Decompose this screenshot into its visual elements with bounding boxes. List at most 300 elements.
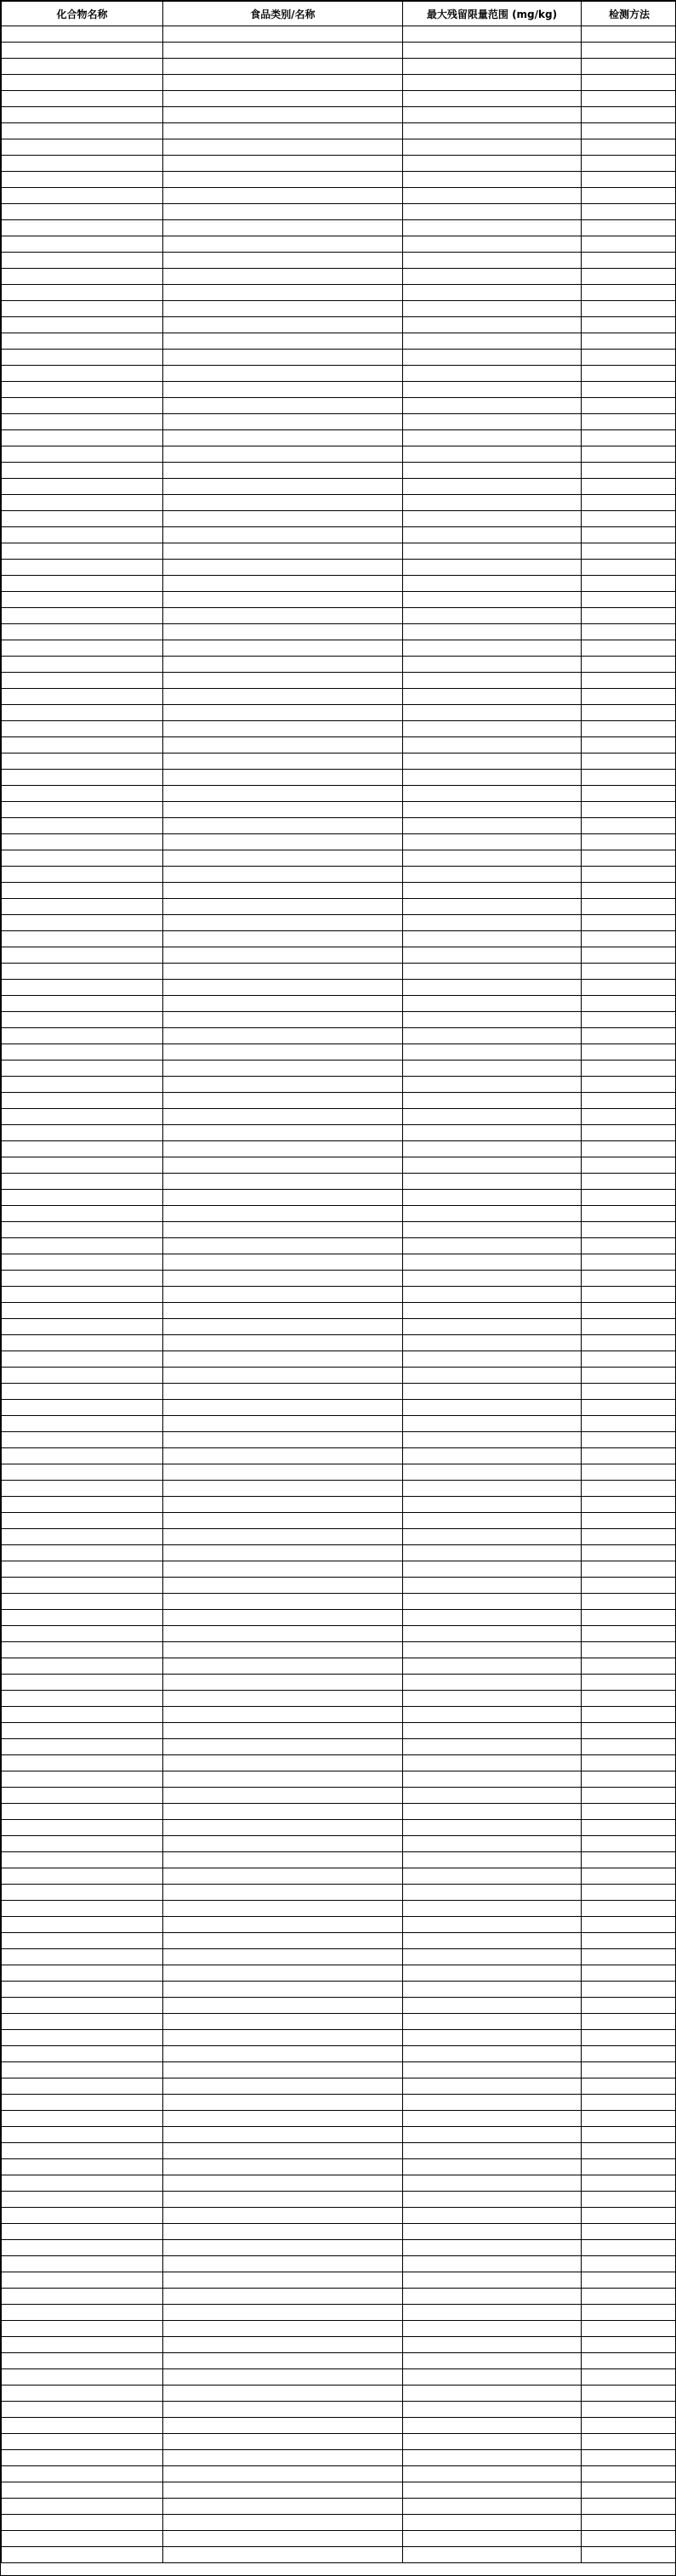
cell-compound: [2, 1658, 163, 1675]
header-max-residue-limit-range: 最大残留限量范围 (mg/kg): [403, 2, 582, 26]
table-row: [2, 2127, 676, 2143]
table-row: [2, 479, 676, 495]
cell-limit: [403, 1998, 582, 2014]
cell-method: [582, 560, 676, 576]
cell-limit: [403, 2014, 582, 2030]
cell-limit: [403, 1351, 582, 1368]
cell-food-category: [163, 786, 403, 802]
cell-limit: [403, 1739, 582, 1755]
cell-limit: [403, 317, 582, 333]
cell-food-category: [163, 1755, 403, 1771]
cell-limit: [403, 592, 582, 608]
table-row: [2, 2547, 676, 2563]
cell-limit: [403, 1771, 582, 1788]
cell-method: [582, 2240, 676, 2256]
table-row: [2, 1852, 676, 1868]
cell-food-category: [163, 1610, 403, 1626]
cell-limit: [403, 1820, 582, 1836]
cell-compound: [2, 301, 163, 317]
cell-compound: [2, 75, 163, 91]
cell-limit: [403, 398, 582, 414]
cell-compound: [2, 398, 163, 414]
cell-limit: [403, 2030, 582, 2046]
cell-limit: [403, 366, 582, 382]
cell-limit: [403, 1545, 582, 1561]
table-row: [2, 1707, 676, 1723]
cell-food-category: [163, 1820, 403, 1836]
table-row: [2, 1303, 676, 1319]
table-row: [2, 1836, 676, 1852]
cell-compound: [2, 770, 163, 786]
cell-food-category: [163, 592, 403, 608]
cell-method: [582, 1222, 676, 1238]
cell-limit: [403, 2046, 582, 2062]
table-row: [2, 2353, 676, 2369]
cell-limit: [403, 1578, 582, 1594]
cell-compound: [2, 26, 163, 43]
cell-compound: [2, 657, 163, 673]
cell-method: [582, 1933, 676, 1949]
cell-method: [582, 1626, 676, 1642]
cell-method: [582, 689, 676, 705]
table-row: [2, 188, 676, 204]
cell-method: [582, 2531, 676, 2547]
table-row: [2, 220, 676, 236]
cell-food-category: [163, 1675, 403, 1691]
cell-limit: [403, 1901, 582, 1917]
cell-food-category: [163, 1061, 403, 1077]
cell-compound: [2, 2515, 163, 2531]
cell-compound: [2, 802, 163, 818]
cell-food-category: [163, 1933, 403, 1949]
cell-food-category: [163, 1174, 403, 1190]
cell-food-category: [163, 1335, 403, 1351]
header-detection-method: 检测方法: [582, 2, 676, 26]
cell-method: [582, 398, 676, 414]
cell-compound: [2, 2289, 163, 2305]
cell-method: [582, 350, 676, 366]
cell-method: [582, 91, 676, 107]
table-row: [2, 964, 676, 980]
table-row: [2, 2111, 676, 2127]
table-row: [2, 285, 676, 301]
table-row: [2, 1077, 676, 1093]
cell-limit: [403, 624, 582, 640]
cell-method: [582, 592, 676, 608]
cell-method: [582, 1319, 676, 1335]
cell-limit: [403, 236, 582, 253]
cell-method: [582, 996, 676, 1012]
cell-method: [582, 1432, 676, 1448]
cell-compound: [2, 1788, 163, 1804]
cell-method: [582, 1109, 676, 1125]
cell-limit: [403, 2515, 582, 2531]
cell-method: [582, 2402, 676, 2418]
cell-food-category: [163, 253, 403, 269]
cell-compound: [2, 1513, 163, 1529]
cell-limit: [403, 1157, 582, 1174]
cell-food-category: [163, 463, 403, 479]
table-row: [2, 333, 676, 350]
cell-limit: [403, 495, 582, 511]
cell-compound: [2, 1868, 163, 1885]
cell-compound: [2, 2014, 163, 2030]
cell-method: [582, 204, 676, 220]
cell-food-category: [163, 2014, 403, 2030]
cell-limit: [403, 382, 582, 398]
cell-method: [582, 2159, 676, 2175]
cell-method: [582, 479, 676, 495]
cell-compound: [2, 786, 163, 802]
cell-method: [582, 1044, 676, 1061]
cell-food-category: [163, 2434, 403, 2450]
table-row: [2, 2159, 676, 2175]
cell-compound: [2, 931, 163, 947]
cell-limit: [403, 543, 582, 560]
cell-food-category: [163, 2450, 403, 2466]
table-row: [2, 753, 676, 770]
cell-food-category: [163, 430, 403, 446]
header-compound: 化合物名称: [2, 2, 163, 26]
table-row: [2, 1093, 676, 1109]
cell-food-category: [163, 382, 403, 398]
cell-food-category: [163, 1125, 403, 1141]
table-row: [2, 204, 676, 220]
table-row: [2, 2434, 676, 2450]
cell-compound: [2, 91, 163, 107]
cell-compound: [2, 689, 163, 705]
table-row: [2, 640, 676, 657]
cell-method: [582, 1949, 676, 1965]
table-row: [2, 1222, 676, 1238]
cell-compound: [2, 220, 163, 236]
cell-limit: [403, 753, 582, 770]
cell-limit: [403, 1885, 582, 1901]
cell-limit: [403, 2434, 582, 2450]
cell-limit: [403, 931, 582, 947]
cell-food-category: [163, 1949, 403, 1965]
cell-compound: [2, 2175, 163, 2192]
cell-method: [582, 123, 676, 139]
cell-method: [582, 172, 676, 188]
cell-compound: [2, 1852, 163, 1868]
cell-compound: [2, 624, 163, 640]
cell-food-category: [163, 2127, 403, 2143]
cell-limit: [403, 915, 582, 931]
cell-food-category: [163, 1481, 403, 1497]
cell-limit: [403, 2159, 582, 2175]
table-row: [2, 1804, 676, 1820]
table-row: [2, 1432, 676, 1448]
cell-limit: [403, 350, 582, 366]
cell-food-category: [163, 1578, 403, 1594]
cell-method: [582, 1836, 676, 1852]
cell-limit: [403, 1222, 582, 1238]
cell-method: [582, 414, 676, 430]
cell-limit: [403, 1400, 582, 1416]
cell-method: [582, 2321, 676, 2337]
cell-food-category: [163, 414, 403, 430]
cell-food-category: [163, 1707, 403, 1723]
cell-limit: [403, 1254, 582, 1271]
cell-method: [582, 2386, 676, 2402]
cell-food-category: [163, 446, 403, 463]
cell-food-category: [163, 2240, 403, 2256]
cell-limit: [403, 1190, 582, 1206]
cell-food-category: [163, 2030, 403, 2046]
cell-limit: [403, 721, 582, 737]
cell-food-category: [163, 317, 403, 333]
cell-compound: [2, 527, 163, 543]
cell-limit: [403, 689, 582, 705]
cell-limit: [403, 414, 582, 430]
cell-compound: [2, 543, 163, 560]
cell-method: [582, 2499, 676, 2515]
cell-compound: [2, 576, 163, 592]
table-row: [2, 834, 676, 850]
cell-method: [582, 2418, 676, 2434]
cell-compound: [2, 1335, 163, 1351]
cell-food-category: [163, 1432, 403, 1448]
cell-compound: [2, 980, 163, 996]
cell-limit: [403, 1658, 582, 1675]
cell-method: [582, 156, 676, 172]
cell-compound: [2, 446, 163, 463]
cell-compound: [2, 1416, 163, 1432]
cell-food-category: [163, 1739, 403, 1755]
cell-limit: [403, 156, 582, 172]
cell-food-category: [163, 2175, 403, 2192]
table-row: [2, 317, 676, 333]
cell-compound: [2, 1125, 163, 1141]
cell-food-category: [163, 1917, 403, 1933]
cell-compound: [2, 2111, 163, 2127]
cell-limit: [403, 608, 582, 624]
table-row: [2, 1965, 676, 1982]
cell-method: [582, 2482, 676, 2499]
cell-limit: [403, 2192, 582, 2208]
cell-compound: [2, 204, 163, 220]
cell-food-category: [163, 1464, 403, 1481]
cell-food-category: [163, 1351, 403, 1368]
cell-limit: [403, 996, 582, 1012]
table-row: [2, 1481, 676, 1497]
cell-method: [582, 947, 676, 964]
cell-food-category: [163, 543, 403, 560]
cell-method: [582, 1739, 676, 1755]
cell-food-category: [163, 1788, 403, 1804]
cell-method: [582, 915, 676, 931]
cell-compound: [2, 2078, 163, 2095]
table-row: [2, 2175, 676, 2192]
cell-limit: [403, 1561, 582, 1578]
table-row: [2, 1755, 676, 1771]
table-row: [2, 253, 676, 269]
cell-method: [582, 753, 676, 770]
cell-method: [582, 2353, 676, 2369]
table-row: [2, 269, 676, 285]
cell-food-category: [163, 26, 403, 43]
cell-compound: [2, 2305, 163, 2321]
cell-compound: [2, 2208, 163, 2224]
cell-limit: [403, 2450, 582, 2466]
cell-compound: [2, 1610, 163, 1626]
cell-food-category: [163, 673, 403, 689]
cell-method: [582, 2143, 676, 2159]
table-row: [2, 398, 676, 414]
cell-limit: [403, 2175, 582, 2192]
cell-compound: [2, 2450, 163, 2466]
cell-food-category: [163, 1044, 403, 1061]
cell-limit: [403, 1061, 582, 1077]
cell-food-category: [163, 123, 403, 139]
cell-limit: [403, 430, 582, 446]
cell-food-category: [163, 1771, 403, 1788]
cell-compound: [2, 430, 163, 446]
table-row: [2, 770, 676, 786]
cell-limit: [403, 850, 582, 867]
table-row: [2, 947, 676, 964]
cell-method: [582, 446, 676, 463]
cell-food-category: [163, 1529, 403, 1545]
cell-compound: [2, 2062, 163, 2078]
cell-food-category: [163, 721, 403, 737]
table-row: [2, 624, 676, 640]
cell-limit: [403, 2143, 582, 2159]
table-row: [2, 1497, 676, 1513]
cell-limit: [403, 1481, 582, 1497]
cell-method: [582, 495, 676, 511]
cell-compound: [2, 414, 163, 430]
table-row: [2, 1675, 676, 1691]
cell-food-category: [163, 2256, 403, 2272]
cell-food-category: [163, 737, 403, 753]
cell-method: [582, 1513, 676, 1529]
table-row: [2, 1174, 676, 1190]
cell-method: [582, 1529, 676, 1545]
cell-limit: [403, 1448, 582, 1464]
cell-method: [582, 430, 676, 446]
cell-limit: [403, 1368, 582, 1384]
cell-food-category: [163, 753, 403, 770]
cell-compound: [2, 269, 163, 285]
cell-food-category: [163, 1109, 403, 1125]
cell-limit: [403, 2321, 582, 2337]
cell-compound: [2, 2272, 163, 2289]
table-row: [2, 414, 676, 430]
table-row: [2, 123, 676, 139]
cell-food-category: [163, 1077, 403, 1093]
table-row: [2, 1788, 676, 1804]
cell-limit: [403, 1933, 582, 1949]
cell-compound: [2, 2402, 163, 2418]
table-row: [2, 915, 676, 931]
cell-method: [582, 1287, 676, 1303]
cell-food-category: [163, 1028, 403, 1044]
cell-compound: [2, 753, 163, 770]
cell-compound: [2, 1141, 163, 1157]
cell-limit: [403, 2466, 582, 2482]
cell-compound: [2, 1109, 163, 1125]
cell-food-category: [163, 1400, 403, 1416]
cell-compound: [2, 2482, 163, 2499]
cell-food-category: [163, 560, 403, 576]
cell-food-category: [163, 1238, 403, 1254]
cell-method: [582, 1481, 676, 1497]
cell-method: [582, 1820, 676, 1836]
cell-compound: [2, 947, 163, 964]
cell-compound: [2, 1739, 163, 1755]
cell-compound: [2, 1642, 163, 1658]
cell-food-category: [163, 1852, 403, 1868]
cell-food-category: [163, 527, 403, 543]
cell-limit: [403, 1271, 582, 1287]
cell-limit: [403, 172, 582, 188]
cell-limit: [403, 1109, 582, 1125]
cell-compound: [2, 2030, 163, 2046]
table-row: [2, 818, 676, 834]
table-row: [2, 1885, 676, 1901]
cell-compound: [2, 608, 163, 624]
table-row: [2, 91, 676, 107]
cell-compound: [2, 1303, 163, 1319]
table-row: [2, 1901, 676, 1917]
cell-compound: [2, 2256, 163, 2272]
table-row: [2, 883, 676, 899]
cell-method: [582, 1157, 676, 1174]
cell-compound: [2, 2499, 163, 2515]
cell-method: [582, 2078, 676, 2095]
table-row: [2, 1610, 676, 1626]
table-row: [2, 2143, 676, 2159]
cell-method: [582, 576, 676, 592]
cell-food-category: [163, 188, 403, 204]
cell-compound: [2, 705, 163, 721]
cell-limit: [403, 1093, 582, 1109]
table-row: [2, 2208, 676, 2224]
table-row: [2, 2192, 676, 2208]
cell-method: [582, 107, 676, 123]
cell-compound: [2, 1836, 163, 1852]
cell-limit: [403, 2386, 582, 2402]
table-row: [2, 1416, 676, 1432]
cell-compound: [2, 915, 163, 931]
cell-method: [582, 2095, 676, 2111]
cell-limit: [403, 834, 582, 850]
cell-method: [582, 511, 676, 527]
cell-food-category: [163, 1206, 403, 1222]
cell-food-category: [163, 2272, 403, 2289]
table-row: [2, 1368, 676, 1384]
cell-food-category: [163, 608, 403, 624]
cell-method: [582, 543, 676, 560]
cell-food-category: [163, 479, 403, 495]
cell-limit: [403, 269, 582, 285]
cell-compound: [2, 1077, 163, 1093]
cell-compound: [2, 1998, 163, 2014]
cell-limit: [403, 802, 582, 818]
cell-food-category: [163, 2515, 403, 2531]
cell-limit: [403, 2499, 582, 2515]
cell-limit: [403, 2289, 582, 2305]
cell-compound: [2, 172, 163, 188]
cell-compound: [2, 850, 163, 867]
cell-food-category: [163, 2337, 403, 2353]
cell-compound: [2, 382, 163, 398]
cell-limit: [403, 1125, 582, 1141]
cell-method: [582, 2547, 676, 2563]
table-row: [2, 931, 676, 947]
